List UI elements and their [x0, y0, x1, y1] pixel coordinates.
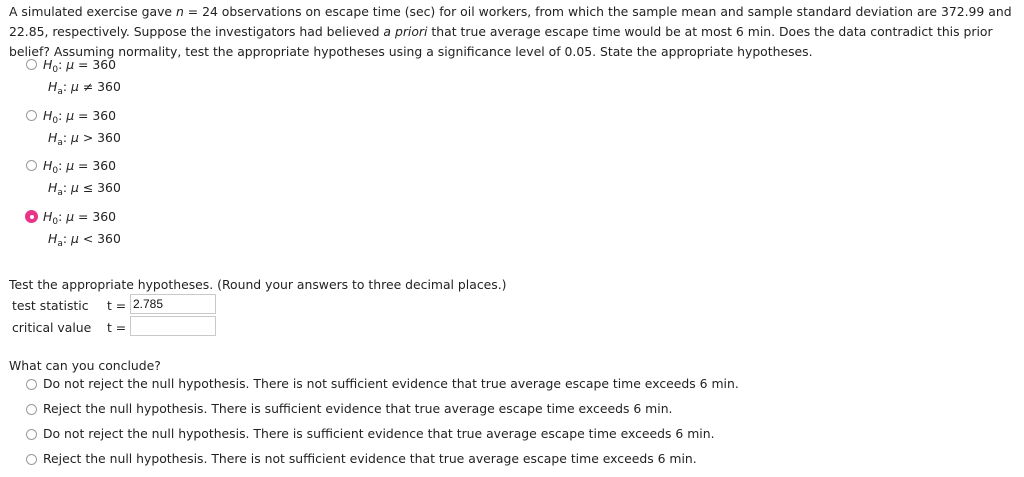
hypothesis-radio-2[interactable]: [26, 110, 37, 121]
critical-value-input[interactable]: [130, 316, 216, 336]
critical-value-label: critical value: [12, 320, 92, 335]
test-statistic-label: test statistic: [12, 298, 89, 313]
problem-text-3: that true average escape time would be at most 6 min. Does the data contradict this prior belief? Assuming normality, test the appropriate hypotheses using a significance level of 0.05. State the appropriate hypotheses.: [9, 24, 993, 59]
conclusion-radio-1[interactable]: [26, 379, 37, 390]
conclusion-text-1: Do not reject the null hypothesis. There is not sufficient evidence that true average escape time exceeds 6 min.: [43, 376, 739, 391]
h0-line-4: $H_0$: μ = 360: [43, 209, 117, 227]
ha-line-3: $H_a$: μ ≤ 360: [48, 180, 121, 198]
critical-value-t-label: t =: [107, 320, 127, 335]
hypothesis-radio-4-selected[interactable]: [25, 210, 38, 223]
ha-line-2: $H_a$: μ > 360: [48, 130, 121, 148]
problem-statement: [9, 2, 1017, 62]
test-statistic-input[interactable]: [130, 294, 216, 314]
ha-line-4: $H_a$: μ < 360: [48, 231, 121, 249]
conclusion-radio-2[interactable]: [26, 404, 37, 415]
h0-line-3: $H_0$: μ = 360: [43, 158, 117, 176]
conclusion-radio-3[interactable]: [26, 429, 37, 440]
conclusion-radio-4[interactable]: [26, 454, 37, 465]
problem-text-2: = 24 observations on escape time (sec) for oil workers, from which the sample mean and sample standard deviation are 372.99 and 22.85, respectively. Suppose the investigators had believed: [9, 4, 1012, 39]
a-priori-text: a priori: [383, 24, 428, 39]
conclusion-text-3: Do not reject the null hypothesis. There is sufficient evidence that true average escape time exceeds 6 min.: [43, 426, 715, 441]
conclusion-text-2: Reject the null hypothesis. There is sufficient evidence that true average escape time exceeds 6 min.: [43, 401, 673, 416]
ha-line-1: $H_a$: μ ≠ 360: [48, 79, 121, 97]
test-statistic-t-label: t =: [107, 298, 127, 313]
hypothesis-radio-1[interactable]: [26, 59, 37, 70]
conclusion-text-4: Reject the null hypothesis. There is not sufficient evidence that true average escape time exceeds 6 min.: [43, 451, 697, 466]
conclusion-prompt: What can you conclude?: [9, 358, 161, 373]
hypothesis-radio-3[interactable]: [26, 160, 37, 171]
test-instructions: Test the appropriate hypotheses. (Round your answers to three decimal places.): [9, 277, 507, 292]
h0-line-1: $H_0$: μ = 360: [43, 57, 117, 75]
problem-text-1: A simulated exercise gave: [9, 4, 176, 19]
n-symbol: n: [175, 4, 184, 19]
h0-line-2: $H_0$: μ = 360: [43, 108, 117, 126]
